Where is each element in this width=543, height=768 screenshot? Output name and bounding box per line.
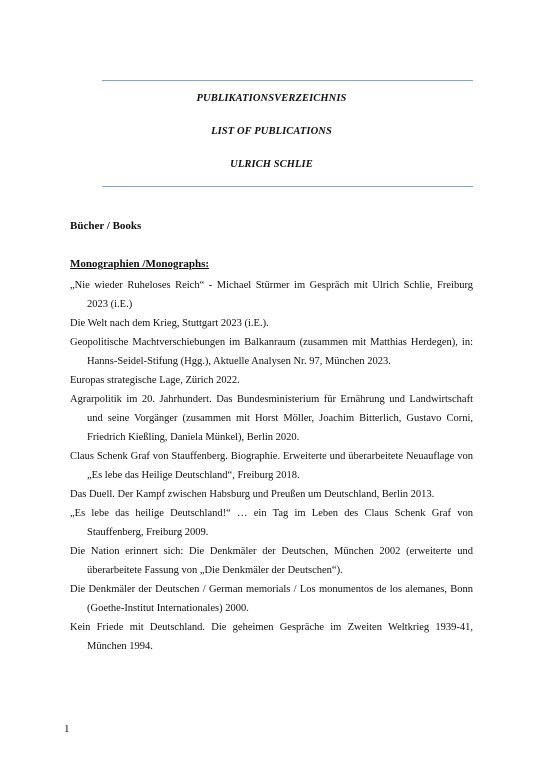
document-title-german: PUBLIKATIONSVERZEICHNIS [196, 93, 347, 104]
publication-entry: Das Duell. Der Kampf zwischen Habsburg und Preußen um Deutschland, Berlin 2013. [70, 489, 435, 500]
publication-entry: Geopolitische Machtverschiebungen im Balkanraum (zusammen mit Matthias Herdegen), in: Hanns-Seidel-Stifung (Hgg.), Aktuelle Analysen Nr. 97, München 2023. [70, 337, 473, 367]
publication-entry: „Nie wieder Ruheloses Reich“ - Michael Stürmer im Gespräch mit Ulrich Schlie, Freiburg 2023 (i.E.) [70, 280, 473, 310]
author-name: ULRICH SCHLIE [230, 159, 313, 170]
page-number: 1 [64, 723, 70, 735]
publication-entry: Europas strategische Lage, Zürich 2022. [70, 375, 240, 386]
publication-entry: Die Nation erinnert sich: Die Denkmäler der Deutschen, München 2002 (erweiterte und überarbeitete Fassung von „Die Denkmäler der Deutschen“). [70, 546, 473, 576]
section-heading-books: Bücher / Books [70, 220, 142, 232]
top-divider [102, 80, 473, 81]
publication-entry: „Es lebe das heilige Deutschland!“ … ein Tag im Leben des Claus Schenk Graf von Stauffenberg, Freiburg 2009. [70, 508, 473, 538]
publication-entry: Die Welt nach dem Krieg, Stuttgart 2023 (i.E.). [70, 318, 269, 329]
subsection-heading-monographs: Monographien /Monographs: [70, 258, 210, 270]
publication-entry: Claus Schenk Graf von Stauffenberg. Biographie. Erweiterte und überarbeitete Neuauflage von „Es lebe das Heilige Deutschland“, Freiburg 2018. [70, 451, 473, 481]
publication-entry: Kein Friede mit Deutschland. Die geheimen Gespräche im Zweiten Weltkrieg 1939-41, München 1994. [70, 622, 473, 652]
bottom-divider [102, 186, 473, 187]
document-title-english: LIST OF PUBLICATIONS [211, 126, 332, 137]
publication-entry: Agrarpolitik im 20. Jahrhundert. Das Bundesministerium für Ernährung und Landwirtschaft und seine Vorgänger (zusammen mit Horst Möller, Joachim Bitterlich, Gustavo Corni, Friedrich Kießling, Daniela Münkel), Berlin 2020. [70, 394, 473, 443]
publication-entry: Die Denkmäler der Deutschen / German memorials / Los monumentos de los alemanes, Bonn (Goethe-Institut Internationales) 2000. [70, 584, 473, 614]
publication-list [70, 276, 473, 656]
